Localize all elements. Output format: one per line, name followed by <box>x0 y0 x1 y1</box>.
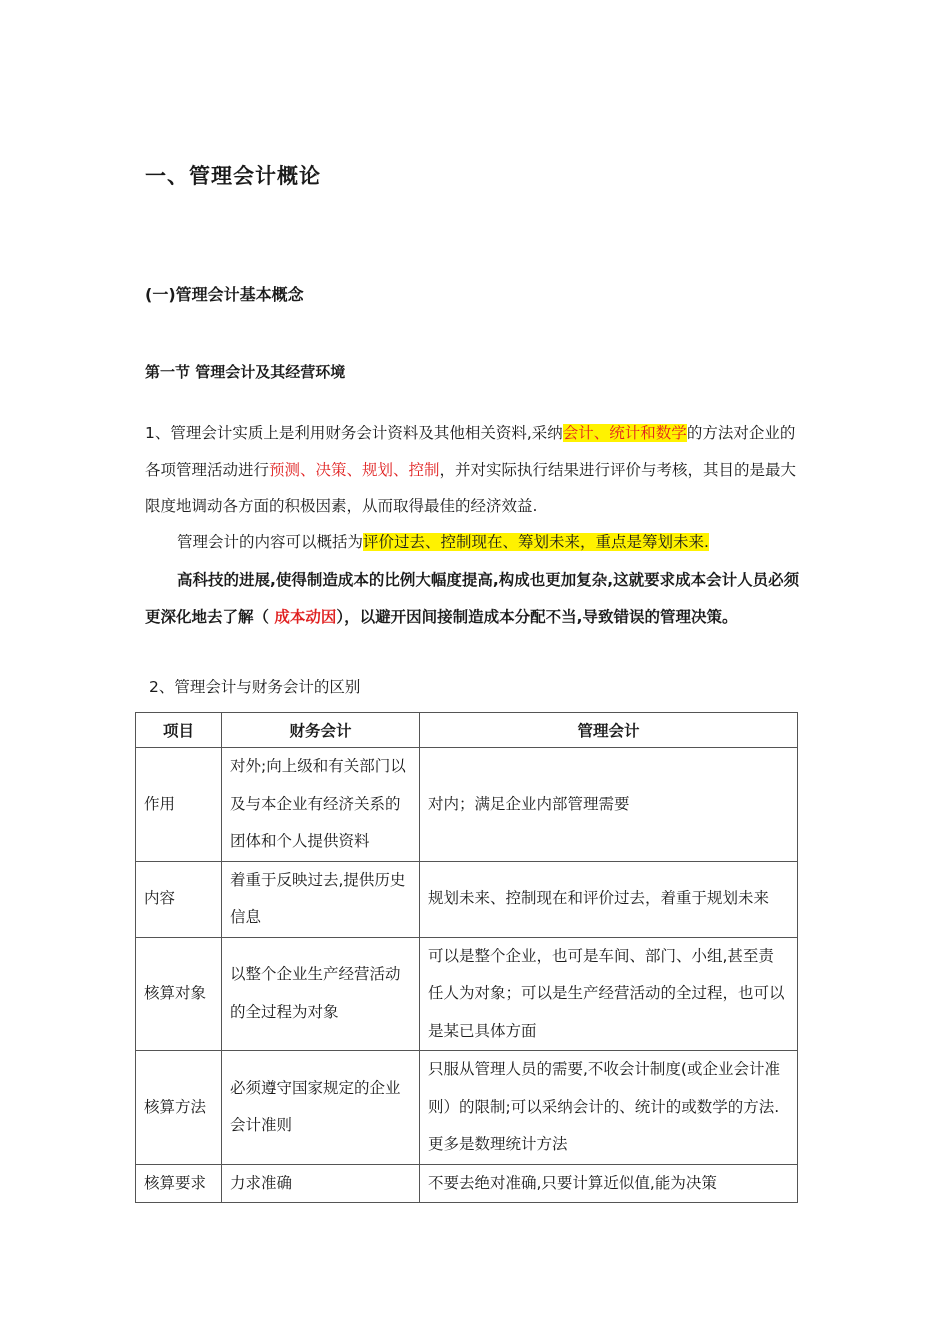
table-row <box>136 748 798 862</box>
table-header-row <box>136 713 798 748</box>
text: 管理会计的内容可以概括为 <box>177 533 364 551</box>
table-cell-management: 规划未来、控制现在和评价过去，着重于规划未来 <box>420 861 798 937</box>
table-cell-item: 核算对象 <box>136 937 222 1051</box>
paragraph-definition <box>145 415 810 525</box>
highlight-summary: 评价过去、控制现在、筹划未来，重点是筹划未来. <box>363 533 709 551</box>
paragraph-content <box>145 524 810 561</box>
text: ），以避开因间接制造成本分配不当,导致错误的管理决策。 <box>336 607 738 626</box>
subsection-title: (一)管理会计基本概念 <box>145 285 304 304</box>
text: ，并对实际执行结果进行评价与考核，其目的是最大限度地调动各方面的积极因素，从而取得最佳的经济效益. <box>145 460 797 515</box>
table-row <box>136 1051 798 1165</box>
column-header: 管理会计 <box>420 713 798 748</box>
table-row <box>136 1164 798 1203</box>
table-cell-item: 核算要求 <box>136 1164 222 1203</box>
table-cell-financial: 着重于反映过去,提供历史信息 <box>222 861 420 937</box>
table-cell-item: 作用 <box>136 748 222 862</box>
highlight-methods: 会计、统计和数学 <box>562 424 687 442</box>
section-title: 一、管理会计概论 <box>145 164 321 188</box>
text: 的方法对企业的各项管理活动进行 <box>145 424 796 479</box>
text: 1、管理会计实质上是利用财务会计资料及其他相关资料,采纳 <box>145 424 563 442</box>
paragraph-cost-driver <box>145 562 810 635</box>
table-row <box>136 861 798 937</box>
table-cell-financial: 对外;向上级和有关部门以及与本企业有经济关系的团体和个人提供资料 <box>222 748 420 862</box>
table-cell-financial: 以整个企业生产经营活动的全过程为对象 <box>222 937 420 1051</box>
comparison-table <box>135 712 798 1203</box>
emphasis-cost-driver: 成本动因 <box>274 607 337 626</box>
table-cell-management: 可以是整个企业，也可是车间、部门、小组,甚至责任人为对象；可以是生产经营活动的全过程，也可以是某已具体方面 <box>420 937 798 1051</box>
table-cell-management: 只服从管理人员的需要,不收会计制度(或企业会计准则）的限制;可以采纳会计的、统计的或数学的方法.更多是数理统计方法 <box>420 1051 798 1165</box>
table-cell-item: 核算方法 <box>136 1051 222 1165</box>
table-cell-management: 对内；满足企业内部管理需要 <box>420 748 798 862</box>
table-cell-management: 不要去绝对准确,只要计算近似值,能为决策 <box>420 1164 798 1203</box>
column-header: 财务会计 <box>222 713 420 748</box>
table-cell-financial: 力求准确 <box>222 1164 420 1203</box>
emphasis-functions: 预测、决策、规划、控制 <box>269 460 440 479</box>
column-header: 项目 <box>136 713 222 748</box>
paragraph-difference-title: 2、管理会计与财务会计的区别 <box>149 678 361 696</box>
chapter-title: 第一节 管理会计及其经营环境 <box>145 363 346 381</box>
text: 高科技的进展,使得制造成本的比例大幅度提高,构成也更加复杂,这就要求成本会计人员必须更深化地去了解（ <box>145 571 800 626</box>
table-cell-financial: 必须遵守国家规定的企业会计准则 <box>222 1051 420 1165</box>
table-row <box>136 937 798 1051</box>
table-cell-item: 内容 <box>136 861 222 937</box>
